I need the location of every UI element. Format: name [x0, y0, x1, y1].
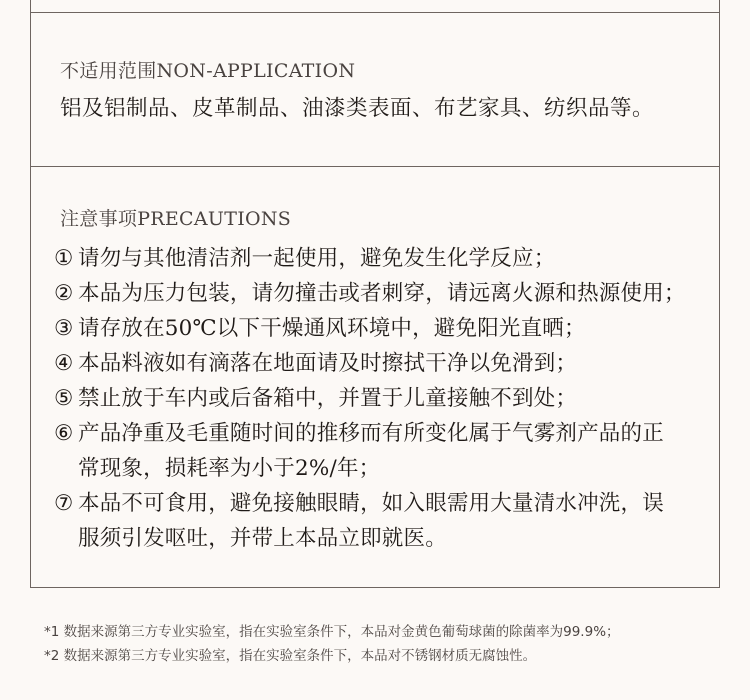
precaution-item-7 [54, 486, 714, 556]
precaution-item-2 [54, 276, 714, 311]
precaution-text: 请勿与其他清洁剂一起使用，避免发生化学反应； [78, 246, 556, 271]
precaution-text: 本品不可食用，避免接触眼睛，如入眼需用大量清水冲洗，误 [78, 491, 664, 516]
precautions-heading: 注意事项PRECAUTIONS [60, 208, 292, 230]
precaution-item-5 [54, 381, 714, 416]
precaution-item-1 [54, 241, 714, 276]
precaution-text-continued: 服须引发呕吐，并带上本品立即就医。 [78, 526, 447, 551]
precaution-text: 禁止放于车内或后备箱中，并置于儿童接触不到处； [78, 386, 578, 411]
precaution-item-4 [54, 346, 714, 381]
precaution-number: ④ [54, 351, 74, 376]
precaution-text: 产品净重及毛重随时间的推移而有所变化属于气雾剂产品的正 [78, 421, 664, 446]
precautions-list [54, 241, 714, 556]
footnotes [44, 620, 620, 668]
precaution-item-3 [54, 311, 714, 346]
precaution-text: 本品为压力包装，请勿撞击或者刺穿，请远离火源和热源使用； [78, 281, 686, 306]
precaution-number: ① [54, 246, 74, 271]
precaution-text: 请存放在50℃以下干燥通风环境中，避免阳光直晒； [78, 316, 586, 341]
precaution-number: ② [54, 281, 74, 306]
footnote-1: *1 数据来源第三方专业实验室，指在实验室条件下，本品对金黄色葡萄球菌的除菌率为99.9%； [44, 624, 620, 640]
precaution-number: ⑥ [54, 421, 74, 446]
precaution-item-6 [54, 416, 714, 486]
non-application-heading: 不适用范围NON-APPLICATION [60, 60, 356, 82]
precaution-number: ③ [54, 316, 74, 341]
precaution-number: ⑤ [54, 386, 74, 411]
non-application-section [30, 13, 720, 167]
top-frame-border [30, 0, 720, 13]
precaution-text-continued: 常现象，损耗率为小于2%/年； [78, 456, 381, 481]
precautions-section [30, 167, 720, 588]
precaution-text: 本品料液如有滴落在地面请及时擦拭干净以免滑到； [78, 351, 578, 376]
footnote-2: *2 数据来源第三方专业实验室，指在实验室条件下，本品对不锈钢材质无腐蚀性。 [44, 648, 537, 664]
precaution-number: ⑦ [54, 491, 74, 516]
non-application-text: 铝及铝制品、皮革制品、油漆类表面、布艺家具、纺织品等。 [60, 96, 655, 121]
